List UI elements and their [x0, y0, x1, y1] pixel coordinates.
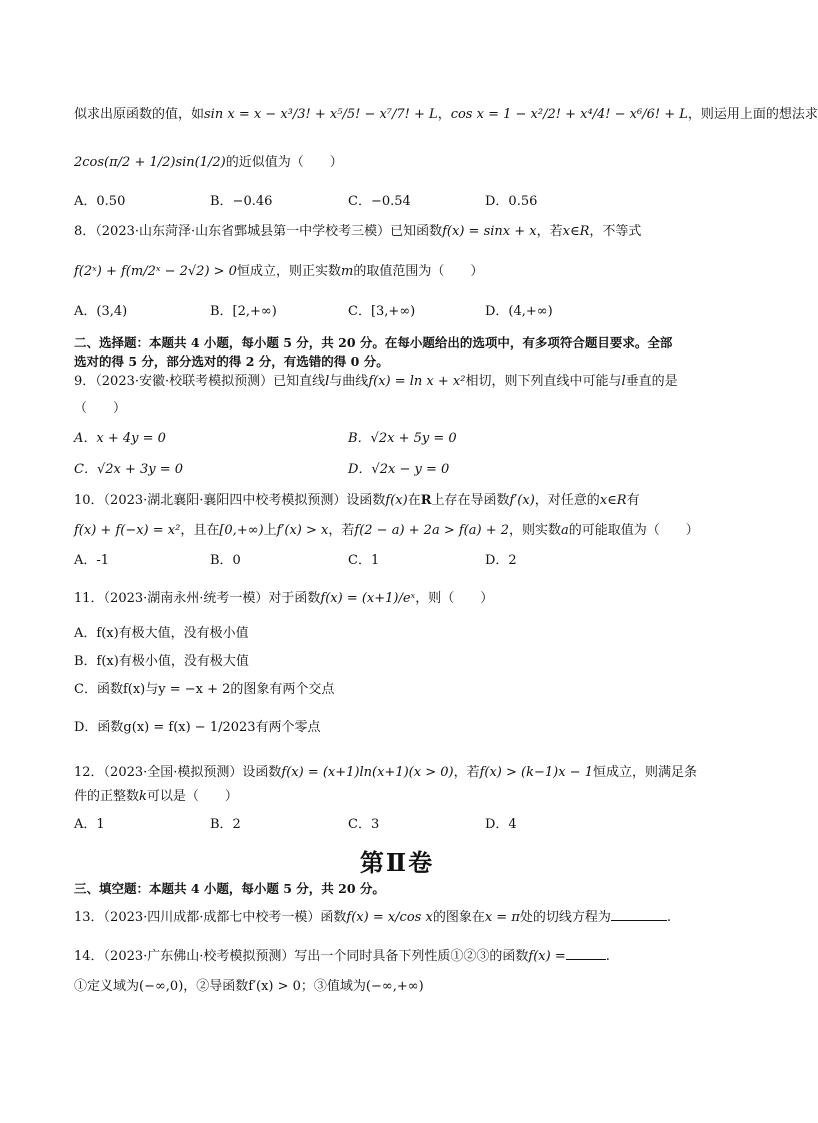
q7-text: 的近似值为（ ）	[225, 155, 343, 170]
q10-text: 的可能取值为（ ）	[568, 523, 699, 538]
q8-line1	[74, 223, 641, 241]
q10-line2	[74, 522, 699, 540]
q7-text: 似求出原函数的值，如	[74, 107, 205, 122]
q10-inequality1: f′(x) > x	[276, 523, 329, 538]
q12-text: 12．（2023·全国·模拟预测）设函数	[74, 765, 282, 780]
q8-function: f(x) = sinx + x	[442, 224, 537, 239]
q9-line-l: l	[325, 374, 330, 389]
q8-option-c: C．[3,+∞)	[348, 304, 416, 319]
q13-text: 的图象在	[432, 910, 485, 925]
section-title: 第Ⅱ卷	[359, 848, 435, 877]
q12-inequality: f(x) > (k−1)x − 1	[479, 765, 593, 780]
q7-text: ，则运用上面的想法求	[687, 107, 818, 122]
q8-variable: m	[340, 264, 354, 279]
q12-option-b: B．2	[210, 817, 241, 832]
q10-inequality2: f(2 − a) + 2a > f(a) + 2	[354, 523, 509, 538]
q10-text: ，则实数	[509, 523, 562, 538]
q10-text: 10．（2023·湖北襄阳·襄阳四中校考模拟预测）设函数	[74, 493, 386, 508]
q7-line2	[74, 154, 343, 172]
q9-line-l: l	[621, 374, 626, 389]
sin-series: sin x = x − x³/3! + x⁵/5! − x⁷/7! + L	[204, 107, 438, 122]
part2-heading-line2: 选对的得 5 分，部分选对的得 2 分，有选错的得 0 分。	[74, 354, 389, 369]
q10-text: ，若	[328, 523, 355, 538]
q10-option-c: C．1	[348, 553, 380, 568]
q10-option-a: A．-1	[74, 553, 110, 568]
q10-option-b: B．0	[210, 553, 241, 568]
q8-condition: x∈R	[562, 224, 590, 239]
q10-text: 在	[407, 493, 421, 508]
answer-blank	[566, 947, 606, 960]
q7-line1	[74, 106, 818, 124]
q12-option-d: D．4	[485, 817, 517, 832]
q11-option-a: A．f(x)有极大值，没有极小值	[74, 626, 249, 641]
q13-text: 处的切线方程为	[519, 910, 611, 925]
q11-option-d: D．函数g(x) = f(x) − 1/2023有两个零点	[74, 720, 321, 735]
q13-line	[74, 908, 671, 927]
q8-text: ，若	[536, 224, 563, 239]
q11-option-b: B．f(x)有极小值，没有极大值	[74, 654, 249, 669]
q12-text: 恒成立，则满足条	[592, 765, 697, 780]
q12-variable: k	[139, 789, 147, 804]
q12-text: 件的正整数	[74, 789, 140, 804]
q9-line1	[74, 373, 678, 391]
q8-option-b: B．[2,+∞)	[210, 304, 277, 319]
q12-option-a: A．1	[74, 817, 105, 832]
q9-curve: f(x) = ln x + x²	[368, 374, 466, 389]
q10-reals: R	[420, 493, 432, 508]
separator: ，	[437, 107, 451, 122]
q12-function: f(x) = (x+1)ln(x+1)(x > 0)	[281, 765, 454, 780]
cos-series: cos x = 1 − x²/2! + x⁴/4! − x⁶/6! + L	[450, 107, 688, 122]
q12-option-c: C．3	[348, 817, 380, 832]
q10-derivative: f′(x)	[509, 493, 535, 508]
q10-line1	[74, 492, 640, 510]
q10-option-d: D．2	[485, 553, 517, 568]
q8-inequality: f(2ˣ) + f(m/2ˣ − 2√2) > 0	[74, 264, 237, 279]
q9-line2: （ ）	[74, 401, 127, 416]
q7-option-b: B．−0.46	[210, 194, 273, 209]
q9-text: 9．（2023·安徽·校联考模拟预测）已知直线	[74, 374, 326, 389]
q10-condition: x∈R	[599, 493, 627, 508]
q10-text: ，对任意的	[534, 493, 600, 508]
q13-end: .	[666, 910, 672, 925]
q9-text: 与曲线	[329, 374, 369, 389]
q9-text: 垂直的是	[625, 374, 678, 389]
q14-props: ①定义域为(−∞,0)，②导函数f′(x) > 0；③值域为(−∞,+∞)	[74, 979, 424, 994]
q11-option-c: C．函数f(x)与y = −x + 2的图象有两个交点	[74, 682, 335, 697]
part2-heading-line1: 二、选择题：本题共 4 小题，每小题 5 分，共 20 分。在每小题给出的选项中，有多项符合题目要求。全部	[74, 335, 673, 350]
answer-blank	[611, 908, 667, 921]
q10-interval: [0,+∞)	[219, 523, 264, 538]
q8-option-a: A．(3,4)	[74, 304, 128, 319]
q11-text: 11．（2023·湖南永州·统考一模）对于函数	[74, 591, 321, 606]
q9-option-d: D．√2x − y = 0	[348, 462, 450, 477]
q10-function: f(x)	[385, 493, 408, 508]
q13-point: x = π	[484, 910, 520, 925]
q7-option-c: C．−0.54	[348, 194, 411, 209]
q7-option-a: A．0.50	[74, 194, 126, 209]
q10-text: ，且在	[180, 523, 220, 538]
q14-line1	[74, 947, 610, 966]
q8-text: 的取值范围为（ ）	[353, 264, 484, 279]
q10-equation: f(x) + f(−x) = x²	[74, 523, 181, 538]
q8-text: ，不等式	[589, 224, 642, 239]
q11-function: f(x) = (x+1)/eˣ	[320, 591, 416, 606]
q14-text: 14．（2023·广东佛山·校考模拟预测）写出一个同时具备下列性质①②③的函数	[74, 949, 529, 964]
q13-text: 13．（2023·四川成都·成都七中校考一模）函数	[74, 910, 347, 925]
q10-text: 上存在导函数	[431, 493, 510, 508]
q14-end: .	[605, 949, 610, 964]
q12-line1	[74, 764, 697, 782]
part3-heading: 三、填空题：本题共 4 小题，每小题 5 分，共 20 分。	[74, 881, 385, 896]
q9-text: 相切，则下列直线中可能与	[465, 374, 622, 389]
q9-option-b: B．√2x + 5y = 0	[348, 431, 457, 446]
q8-text: 恒成立，则正实数	[236, 264, 341, 279]
q10-variable: a	[561, 523, 569, 538]
q8-line2	[74, 263, 483, 281]
q12-text: 可以是（ ）	[146, 789, 238, 804]
q9-option-a: A．x + 4y = 0	[74, 431, 166, 446]
q11-line1	[74, 590, 493, 608]
q8-option-d: D．(4,+∞)	[485, 304, 553, 319]
q10-text: 有	[626, 493, 640, 508]
q11-text: ，则（ ）	[415, 591, 494, 606]
q12-text: ，若	[453, 765, 480, 780]
q7-expression: 2cos(π/2 + 1/2)sin(1/2)	[74, 155, 226, 170]
q14-function: f(x) =	[528, 949, 566, 964]
q10-text: 上	[263, 523, 277, 538]
q13-function: f(x) = x/cos x	[346, 910, 433, 925]
q7-option-d: D．0.56	[485, 194, 538, 209]
q8-text: 8．（2023·山东菏泽·山东省鄄城县第一中学校考三模）已知函数	[74, 224, 443, 239]
q9-option-c: C．√2x + 3y = 0	[74, 462, 184, 477]
q12-line2	[74, 788, 238, 806]
